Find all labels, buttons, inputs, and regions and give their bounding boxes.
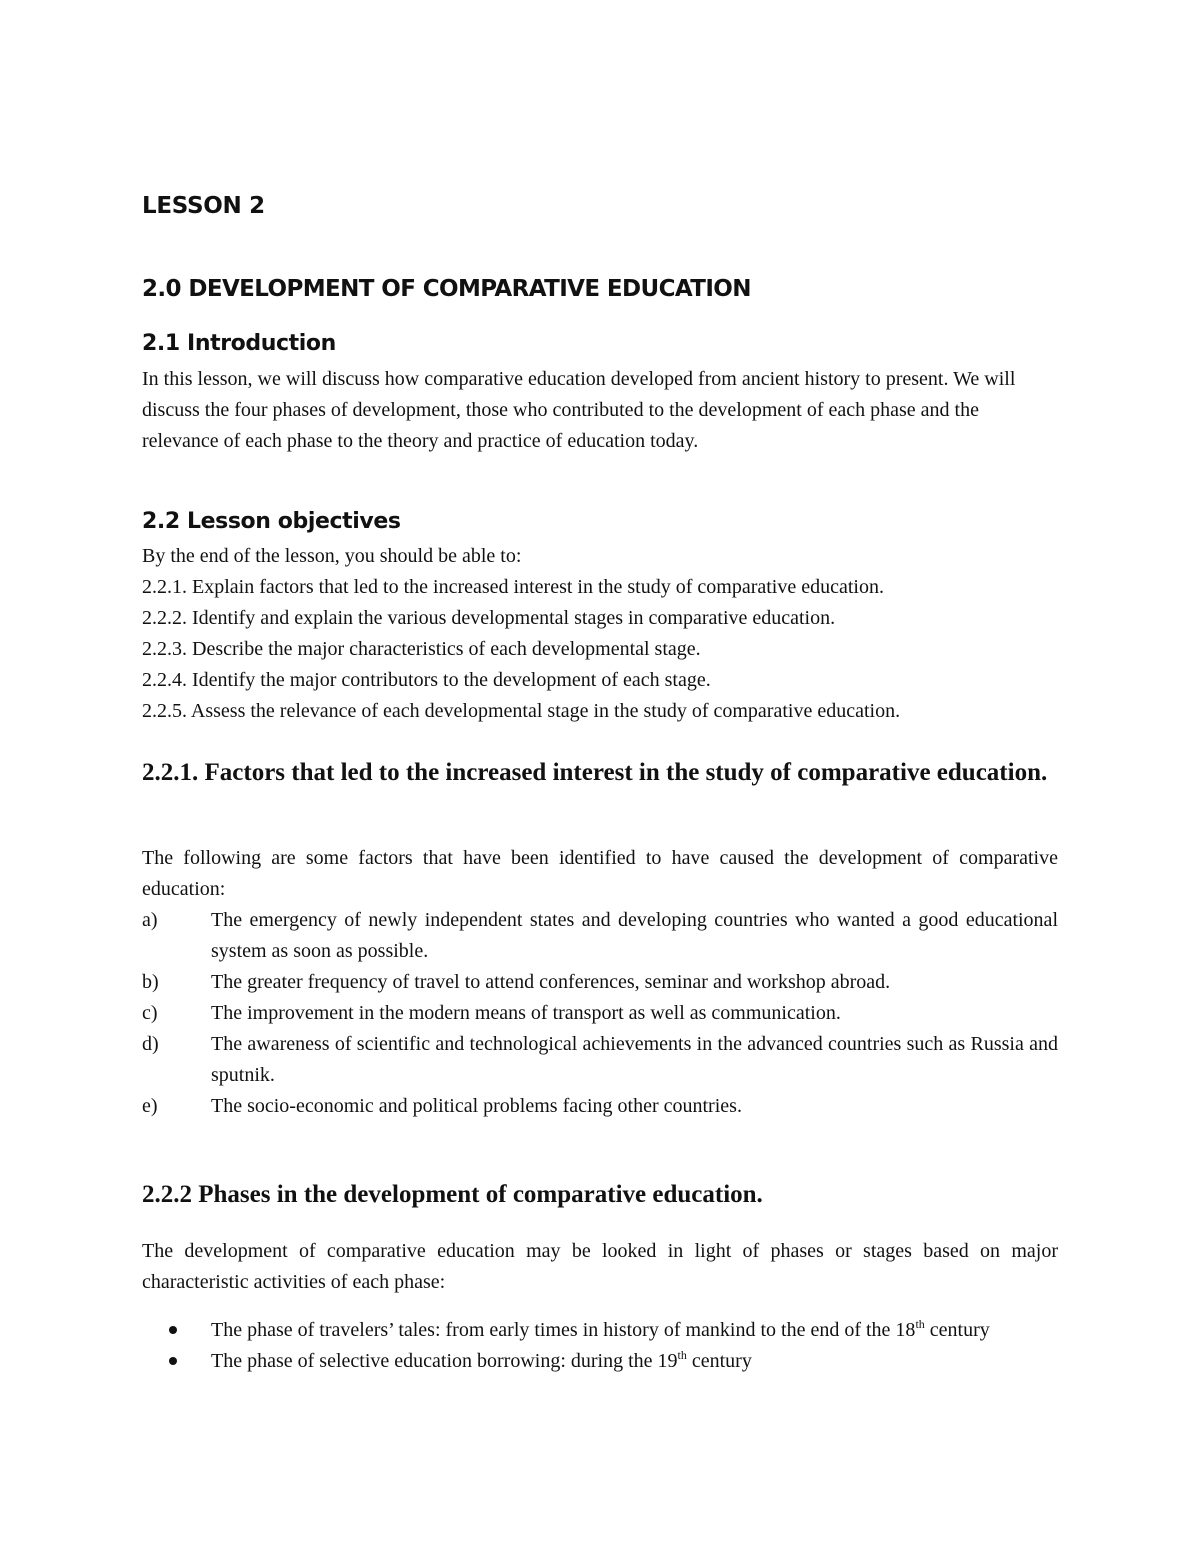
factor-text: The emergency of newly independent states and developing countries who wanted a good educational system as soon as possible. — [211, 909, 1058, 962]
factor-text: The improvement in the modern means of transport as well as communication. — [211, 1002, 841, 1024]
factor-item — [142, 1091, 1058, 1122]
factor-item — [142, 905, 1058, 967]
phase-item — [142, 1346, 1058, 1377]
phase-text-tail: century — [686, 1350, 752, 1372]
factors-list — [142, 905, 1058, 1122]
phases-lead: The development of comparative education may be looked in light of phases or stages based on major characteristic activities of each phase: — [142, 1240, 1058, 1293]
phase-text-tail: century — [924, 1319, 990, 1341]
factor-marker: c) — [142, 1002, 158, 1024]
phases-heading: 2.2.2 Phases in the development of comparative education. — [142, 1181, 763, 1208]
factor-item — [142, 998, 1058, 1029]
objective-item: 2.2.1. Explain factors that led to the increased interest in the study of comparative education. — [142, 576, 884, 598]
objective-item: 2.2.4. Identify the major contributors to the development of each stage. — [142, 669, 711, 691]
factor-text: The awareness of scientific and technological achievements in the advanced countries such as Russia and sputnik. — [211, 1033, 1058, 1086]
main-heading: 2.0 DEVELOPMENT OF COMPARATIVE EDUCATION — [142, 276, 751, 302]
objectives-list — [142, 572, 1058, 727]
factor-marker: b) — [142, 971, 159, 993]
phase-item — [142, 1315, 1058, 1346]
intro-heading: 2.1 Introduction — [142, 331, 336, 356]
factors-heading: 2.2.1. Factors that led to the increased interest in the study of comparative education. — [142, 759, 1048, 786]
bullet-icon — [169, 1326, 177, 1334]
intro-paragraph: In this lesson, we will discuss how comparative education developed from ancient history to present. We will discuss the four phases of development, those who contributed to the development of each phase and the relevance of each phase to the theory and practice of education today. — [142, 368, 1016, 452]
factor-marker: d) — [142, 1033, 159, 1055]
factor-item — [142, 967, 1058, 998]
factor-marker: a) — [142, 909, 158, 931]
phase-text: The phase of selective education borrowing: during the 19 — [211, 1350, 678, 1372]
factors-lead: The following are some factors that have been identified to have caused the development of comparative education: — [142, 847, 1058, 900]
phase-text: The phase of travelers’ tales: from early times in history of mankind to the end of the 18 — [211, 1319, 916, 1341]
factor-item — [142, 1029, 1058, 1091]
factor-marker: e) — [142, 1095, 158, 1117]
bullet-icon — [169, 1357, 177, 1365]
superscript-th: th — [915, 1317, 925, 1331]
factor-text: The socio-economic and political problems facing other countries. — [211, 1095, 742, 1117]
phases-list — [142, 1315, 1058, 1377]
lesson-label: LESSON 2 — [142, 193, 265, 219]
objectives-heading: 2.2 Lesson objectives — [142, 509, 401, 534]
factor-text: The greater frequency of travel to attend conferences, seminar and workshop abroad. — [211, 971, 891, 993]
objectives-lead: By the end of the lesson, you should be able to: — [142, 545, 522, 567]
objective-item: 2.2.2. Identify and explain the various developmental stages in comparative education. — [142, 607, 836, 629]
objective-item: 2.2.5. Assess the relevance of each developmental stage in the study of comparative education. — [142, 700, 901, 722]
superscript-th: th — [677, 1348, 687, 1362]
objective-item: 2.2.3. Describe the major characteristics of each developmental stage. — [142, 638, 701, 660]
